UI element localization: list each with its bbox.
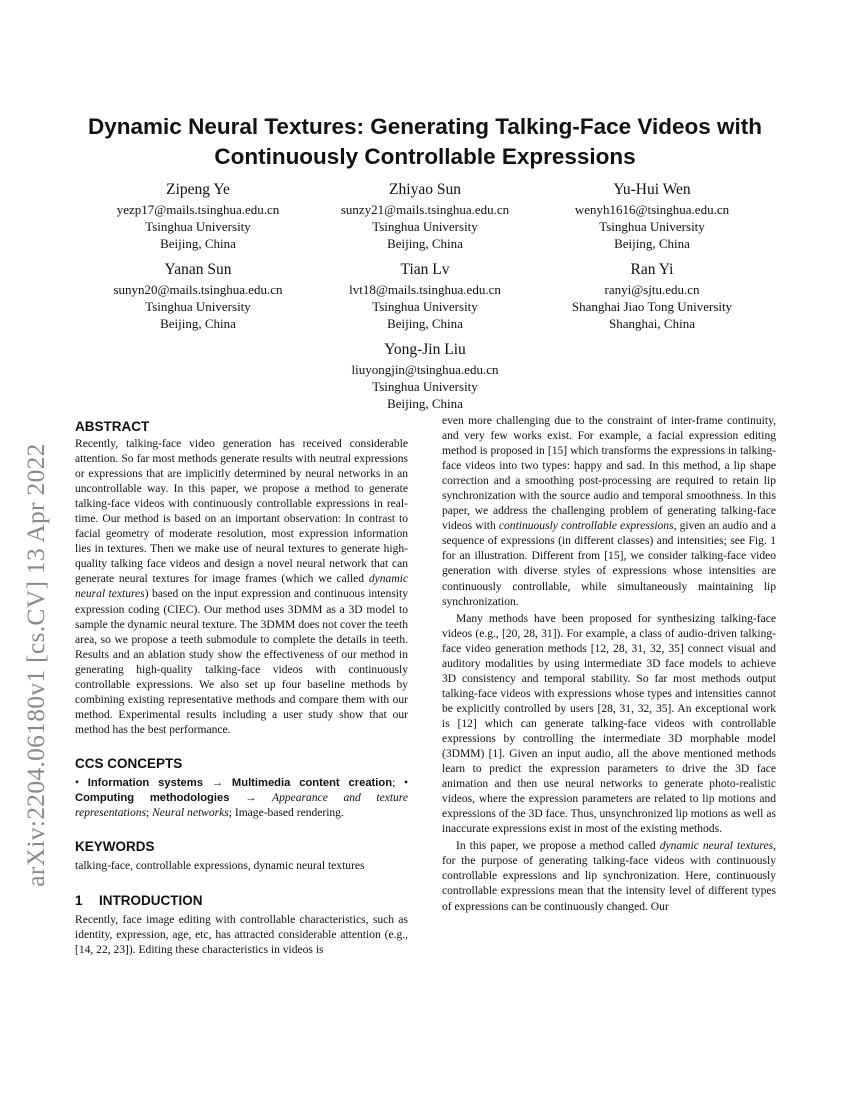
intro-text-part: even more challenging due to the constraint of inter-frame continuity, and very few works exist. For example, a facial expression editing method is proposed in [15] which transforms the expressions in talking-face videos into two types: happy and sad. In this method, a lip shape correction and a smoothing post-processing are required to retain lip synchronization with the source audio and temporal smoothness. In this paper, we address the challenging problem of generating talking-face videos with [442,415,776,533]
author-block [88,180,308,252]
intro-text-part: , given an audio and a sequence of expressions (in different classes) and intensities; see Fig. 1 for an illustration. Different from [15], we consider talking-face video generation with diverse styles of expressions whose intensities are continuously controllable, while simultaneously maintaining lip synchronization. [442,520,776,608]
intro-italic-term: continuously controllable expressions [498,520,674,533]
ccs-bullet: • [75,776,80,789]
ccs-concept: Computing methodologies → [75,791,257,804]
author-affiliation: Tsinghua University [372,219,478,234]
author-affiliation: Shanghai Jiao Tong University [571,299,733,314]
author-location: Beijing, China [387,236,463,251]
ccs-subconcept: Appearance and texture representations [75,791,408,820]
intro-text-part: , for the purpose of generating talking-face videos with continuously controllable expressions and lip synchronization. Here, continuously controllable expressions mean that the intensity level of different types of expressions can be continuously changed. Our [442,840,776,913]
author-email: sunzy21@mails.tsinghua.edu.cn [340,202,510,217]
abstract-text [75,437,408,738]
abstract-italic-term: dynamic neural textures [75,573,408,601]
title-line-1: Dynamic Neural Textures: Generating Talking-Face Videos with [88,114,762,139]
intro-paragraph [442,414,776,610]
intro-italic-term: dynamic neural textures [659,840,774,853]
intro-paragraph [442,839,776,914]
author-affiliation: Tsinghua University [372,379,478,394]
author-name: Tian Lv [400,261,450,278]
ccs-heading: CCS CONCEPTS [75,755,183,771]
abstract-text-part: Recently, talking-face video generation has received considerable attention. So far most methods generate results with neutral expressions or expressions that are implicitly determined by neural networks in an uncontrollable way. In this paper, we propose a method to generate talking-face videos with continuously controllable expressions in real-time. Our method is based on an important observation: In contrast to facial geometry of moderate resolution, most expression information lies in textures. Then we make use of neural textures to generate high-quality talking face videos and design a novel neural network that can generate neural textures for image frames (which we called [75,438,408,586]
author-name: Yu-Hui Wen [613,181,691,198]
author-block [315,180,535,252]
arxiv-stamp-text: arXiv:2204.06180v1 [cs.CV] 13 Apr 2022 [21,443,50,887]
author-email: wenyh1616@tsinghua.edu.cn [574,202,730,217]
left-column [75,418,408,958]
author-affiliation: Tsinghua University [372,299,478,314]
author-affiliation: Tsinghua University [599,219,705,234]
intro-paragraph: Recently, face image editing with controllable characteristics, such as identity, expression, age, etc, has attracted considerable attention (e.g., [14, 22, 23]). Editing these characteristics in videos is [75,914,408,957]
author-email: yezp17@mails.tsinghua.edu.cn [116,202,280,217]
author-name: Yanan Sun [164,261,232,278]
author-location: Beijing, China [387,396,463,411]
author-location: Beijing, China [160,316,236,331]
ccs-subconcept: Neural networks [152,807,229,820]
author-block [315,260,535,332]
intro-paragraph: Many methods have been proposed for synthesizing talking-face videos (e.g., [20, 28, 31]). For example, a class of audio-driven talking-face video generation methods [12, 28, 31, 32, 35] connect visual and auditory modalities by using intermediate 3D face models to achieve 3D consistency and temporal stability. So far most methods output talking-face videos with expressions whose types and intensities cannot be explicitly controlled by users [28, 31, 32, 35]. An exceptional work is [12] which can generate talking-face videos with controllable expressions by controlling the intermediate 3D morphable model (3DMM) [1]. Given an input audio, all the above mentioned methods learn to predict the expression parameters to drive the 3D face animation and then use neural networks to generate photo-realistic videos, where the expression parameters are related to lip motions and expressions of the 3D face. Thus, unsynchronized lip motions as well as inaccurate expressions exist in most of the existing methods. [442,612,776,836]
section-number: 1 [75,893,83,909]
ccs-separator: ; [145,807,150,820]
section-title: INTRODUCTION [99,893,203,909]
title-line-2: Continuously Controllable Expressions [214,144,636,169]
ccs-concept: Information systems → Multimedia content creation [87,776,393,789]
author-block [315,340,535,412]
abstract-text-part: ) based on the input expression and continuous intensity expression coding (CIEC). Our method uses 3DMM as a 3D model to sample the dynamic neural texture. The 3DMM does not cover the teeth area, so we propose a teeth submodule to complete the details in teeth. Results and an ablation study show the effectiveness of our method in generating high-quality talking-face videos with continuously controllable expressions. We also set up four baseline methods by combining existing representative methods and compare them with our method. Experimental results including a user study show that our method has the best performance. [75,588,408,736]
ccs-separator: ; [392,776,404,789]
author-block [88,260,308,332]
paper-title [40,112,810,172]
author-name: Zhiyao Sun [389,181,461,198]
author-email: liuyongjin@tsinghua.edu.cn [351,362,499,377]
author-email: ranyi@sjtu.edu.cn [604,282,700,297]
author-location: Beijing, China [387,316,463,331]
ccs-text [75,776,408,821]
intro-heading [75,892,408,909]
author-affiliation: Tsinghua University [145,299,251,314]
author-name: Ran Yi [630,261,674,278]
author-name: Yong-Jin Liu [384,341,466,358]
ccs-tail: ; Image-based rendering. [228,807,344,820]
keywords-heading: KEYWORDS [75,839,155,855]
author-location: Shanghai, China [609,316,695,331]
author-affiliation: Tsinghua University [145,219,251,234]
abstract-heading: ABSTRACT [75,419,150,434]
intro-text-part: In this paper, we propose a method called [456,840,660,853]
keywords-text: talking-face, controllable expressions, dynamic neural textures [75,860,365,873]
author-location: Beijing, China [160,236,236,251]
author-block [542,260,762,332]
author-location: Beijing, China [614,236,690,251]
author-email: sunyn20@mails.tsinghua.edu.cn [113,282,283,297]
author-name: Zipeng Ye [166,181,230,198]
author-block [542,180,762,252]
ccs-bullet: • [403,776,408,789]
author-email: lvt18@mails.tsinghua.edu.cn [349,282,501,297]
right-column [442,414,776,915]
